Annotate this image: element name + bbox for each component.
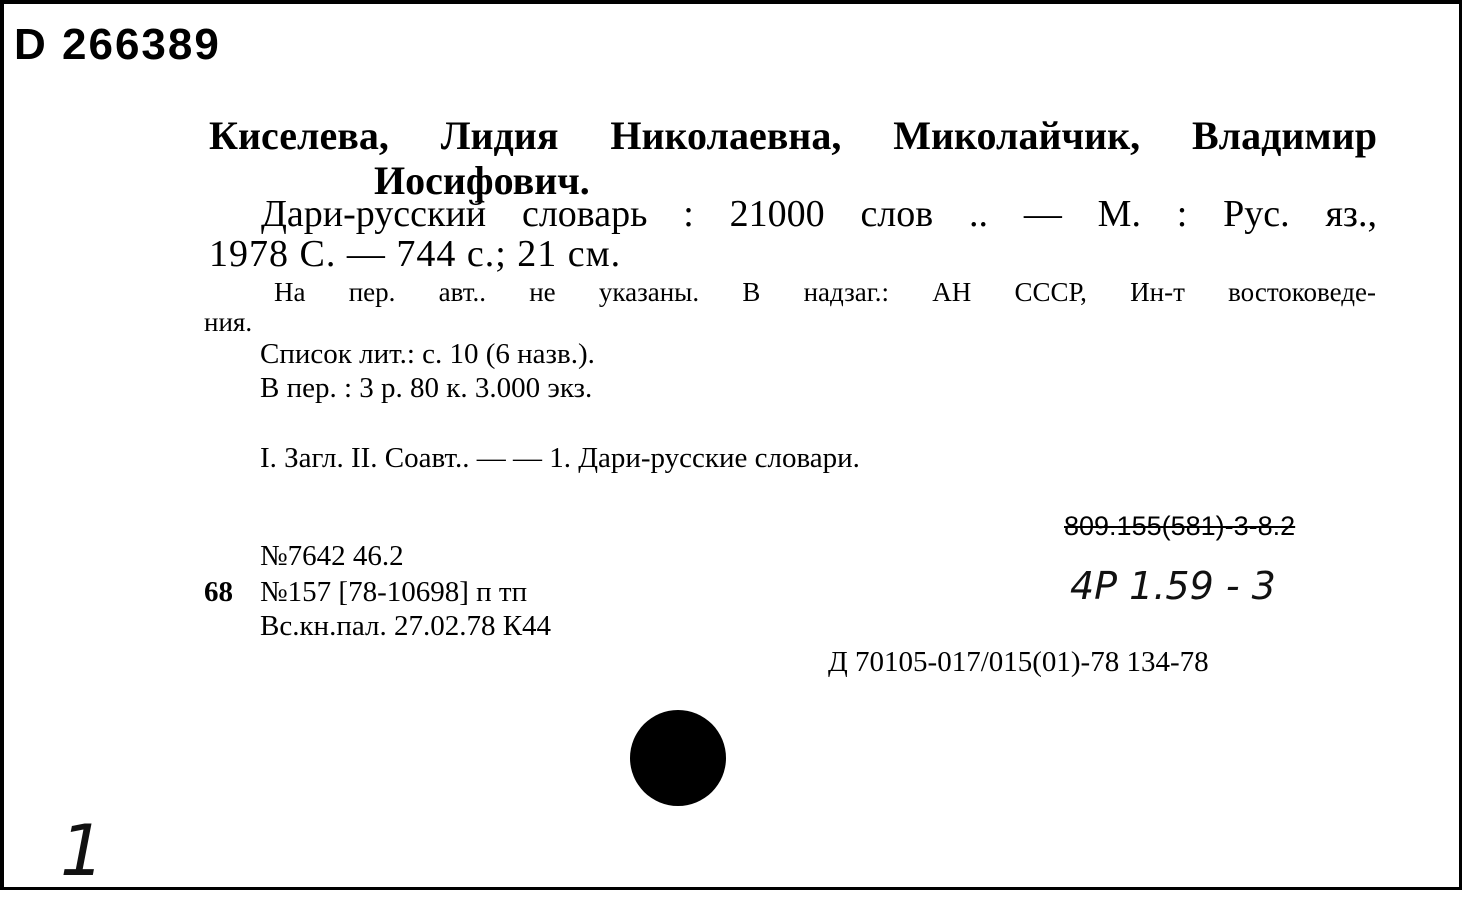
note-word: авт.. [438, 277, 486, 307]
note-word: В [742, 277, 761, 307]
registry-line: №157 [78-10698] п тп [260, 576, 528, 608]
handwritten-corner-mark: 1 [60, 810, 105, 892]
handwritten-shelf-code: 4Р 1.59 - 3 [1070, 564, 1276, 608]
title-word: 21000 [729, 193, 825, 235]
note-word: СССР, [1014, 277, 1087, 307]
note-block [204, 277, 1376, 337]
author-word: Николаевна, [610, 113, 842, 158]
book-chamber-line: Вс.кн.пал. 27.02.78 К44 [260, 610, 552, 642]
title-word: яз., [1325, 193, 1377, 235]
authors-line-1 [209, 112, 1377, 159]
title-word: слов [860, 193, 934, 235]
note-word: востоковеде- [1228, 277, 1376, 307]
note-word: На [274, 277, 306, 307]
title-word: — [1023, 193, 1062, 235]
inventory-number: D 266389 [14, 20, 221, 69]
note-word: надзаг.: [803, 277, 889, 307]
title-word: М. [1097, 193, 1141, 235]
title-line-2: 1978 С. — 744 с.; 21 см. [209, 233, 622, 275]
author-word: Владимир [1192, 113, 1377, 158]
title-word: Дари-русский [261, 193, 487, 235]
title-word: словарь [521, 193, 648, 235]
note-word: пер. [348, 277, 396, 307]
bibliography-note: Список лит.: с. 10 (6 назв.). [260, 338, 595, 370]
filing-hole [630, 710, 726, 806]
title-word: Рус. [1223, 193, 1290, 235]
title-word: : [683, 193, 694, 235]
author-word: Киселева, [209, 113, 389, 158]
tracing-headings: I. Загл. II. Соавт.. — — 1. Дари-русские словари. [260, 442, 860, 474]
classification-index: 809.155(581)-3-8.2 [1064, 511, 1296, 541]
price-note: В пер. : 3 р. 80 к. 3.000 экз. [260, 372, 593, 404]
authors [209, 112, 1377, 204]
order-number: №7642 46.2 [260, 540, 404, 572]
register-number: 68 [204, 576, 233, 608]
authors-line-2: Иосифович. [374, 158, 590, 203]
title-word: .. [969, 193, 989, 235]
note-word: указаны. [598, 277, 700, 307]
note-word: Ин-т [1130, 277, 1185, 307]
note-word: АН [932, 277, 972, 307]
publisher-code: Д 70105-017/015(01)-78 134-78 [828, 646, 1209, 678]
title-block [209, 194, 1377, 274]
note-line-2: ния. [204, 307, 253, 337]
note-line-1 [204, 277, 1376, 307]
title-line-1 [209, 194, 1377, 234]
author-word: Лидия [440, 113, 559, 158]
title-word: : [1176, 193, 1188, 235]
note-word: не [529, 277, 556, 307]
author-word: Миколайчик, [893, 113, 1141, 158]
